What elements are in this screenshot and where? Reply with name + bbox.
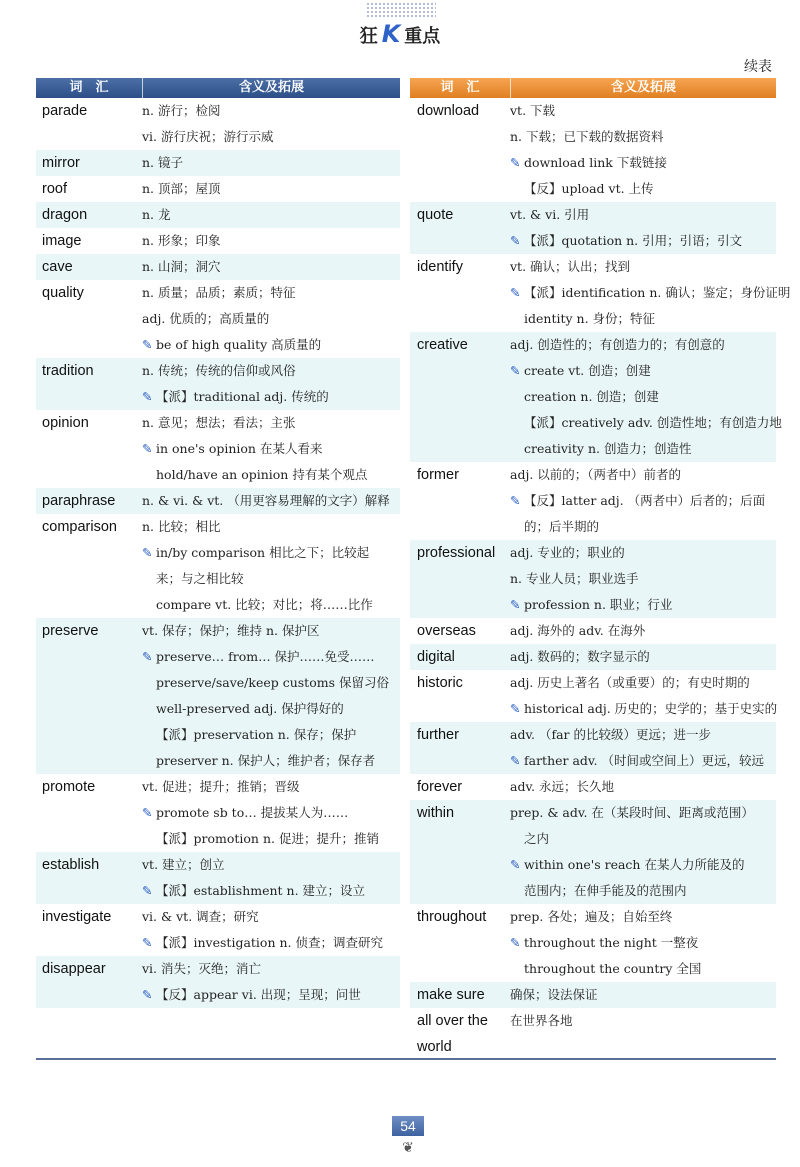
definition-line [142,956,400,982]
definition-note-line [142,800,400,826]
pencil-note-icon: ✎ [142,649,153,664]
definition-line [142,488,400,514]
definition-text: hold/have an opinion 持有某个观点 [156,467,368,482]
vocab-entry [410,618,776,644]
definition-line [510,566,776,592]
definition-line [142,254,400,280]
vocab-entry [36,202,400,228]
vocab-word: forever [417,779,463,795]
definition-line [510,618,776,644]
definition-text: in one's opinion 在某人看来 [156,441,323,456]
definition-note-line [142,384,400,410]
definition-line [510,410,782,436]
definition-line [510,904,776,930]
definition-text: historical adj. 历史的；史学的；基于史实的 [524,701,778,716]
page-header [0,0,800,48]
pencil-note-icon: ✎ [142,389,153,404]
vocab-word: disappear [42,961,106,977]
pencil-note-icon: ✎ [510,935,521,950]
header-meaning: 含义及拓展 [238,80,304,95]
vocab-word: identify [417,259,463,275]
vocab-word: digital [417,649,455,665]
definition-text: vi. & vt. 调查；研究 [142,909,259,924]
definition-note-line [510,748,776,774]
vocab-entry [36,514,400,618]
definition-text: throughout the country 全国 [524,961,702,976]
vocab-definitions [510,618,776,644]
definition-line [510,176,776,202]
definition-text: n. 游行；检阅 [142,103,221,118]
definition-text: identity n. 身份；特征 [524,311,656,326]
vocab-definitions [510,774,776,800]
vocab-entry [410,670,776,722]
definition-text: n. 龙 [142,207,171,222]
vocab-word: download [417,103,480,119]
continued-label: 续表 [744,59,772,75]
vocab-definitions [510,540,776,618]
header-word: 词 汇 [36,78,143,98]
definition-line [510,124,776,150]
vocab-word: promote [42,779,96,795]
definition-note-line [510,696,777,722]
definition-text: preserve/save/keep customs 保留习俗 [156,675,389,690]
vocab-definitions [510,904,776,982]
definition-line [142,410,400,436]
definition-text: 【反】appear vi. 出现；呈现；问世 [156,987,361,1002]
vocab-definitions [142,618,400,774]
vocab-entry [410,254,791,332]
vocab-word: within [417,805,455,821]
vocab-entry [36,228,400,254]
definition-line [510,800,776,826]
vocab-definitions [142,228,400,254]
definition-text: prep. & adv. 在（某段时间、距离或范围） [510,805,754,820]
definition-line [510,878,776,904]
vocab-word: all over the world [417,1013,488,1055]
vocab-word: roof [42,181,67,197]
pencil-note-icon: ✎ [142,441,153,456]
vocab-definitions [142,176,400,202]
definition-note-line [510,358,782,384]
vocab-entry [36,98,400,150]
vocab-definitions [142,956,400,1008]
definition-line [510,540,776,566]
definition-line [142,826,400,852]
vocab-word: cave [42,259,73,275]
definition-text: n. 传统；传统的信仰或风俗 [142,363,296,378]
definition-text: 【派】investigation n. 侦查；调查研究 [156,935,383,950]
vocab-word: mirror [42,155,80,171]
vocab-entry [410,904,776,982]
pencil-note-icon: ✎ [142,337,153,352]
definition-text: well-preserved adj. 保护得好的 [156,701,344,716]
definition-line [142,462,400,488]
definition-note-line [510,228,776,254]
vocab-entry [36,488,400,514]
definition-text: adj. 数码的；数字显示的 [510,649,650,664]
vocab-entry [410,1008,776,1060]
definition-text: adj. 专业的；职业的 [510,545,625,560]
vocab-word: dragon [42,207,88,223]
vocab-word: comparison [42,519,117,535]
vocab-entry [36,150,400,176]
pencil-note-icon: ✎ [142,805,153,820]
pencil-note-icon: ✎ [510,701,521,716]
vocab-entry [410,540,776,618]
pencil-note-icon: ✎ [510,753,521,768]
vocab-definitions [510,800,776,904]
definition-text: n. 顶部；屋顶 [142,181,221,196]
vocab-definitions [142,202,400,228]
definition-text: throughout the night 一整夜 [524,935,699,950]
vocab-word: establish [42,857,100,873]
definition-text: create vt. 创造；创建 [524,363,651,378]
vocab-definitions [142,514,400,618]
pencil-note-icon: ✎ [142,935,153,950]
definition-line [142,124,400,150]
right-table-body [410,98,791,1060]
vocab-definitions [510,982,776,1008]
definition-note-line [142,644,400,670]
definition-text: 【反】upload vt. 上传 [524,181,654,196]
definition-line [142,202,400,228]
header-dot-pattern [366,2,436,18]
definition-text: adj. 海外的 adv. 在海外 [510,623,646,638]
vocab-word: throughout [417,909,487,925]
pencil-note-icon: ✎ [510,493,521,508]
definition-line [510,332,782,358]
definition-text: in/by comparison 相比之下；比较起 [156,545,370,560]
vocab-entry [36,254,400,280]
definition-line [510,514,776,540]
definition-text: preserver n. 保护人；维护者；保存者 [156,753,376,768]
pencil-note-icon: ✎ [510,285,521,300]
definition-text: n. 形象；印象 [142,233,221,248]
vocab-definitions [510,462,776,540]
definition-note-line [142,332,400,358]
definition-note-line [510,150,776,176]
vocab-entry [36,176,400,202]
definition-text: profession n. 职业；行业 [524,597,673,612]
pencil-note-icon: ✎ [510,363,521,378]
definition-line [510,956,776,982]
definition-text: n. 下载；已下载的数据资料 [510,129,664,144]
definition-text: farther adv. （时间或空间上）更远，较远 [524,753,764,768]
definition-text: n. 专业人员；职业选手 [510,571,639,586]
vocab-entry [410,722,776,774]
vocab-word: quality [42,285,84,301]
brand-title [0,20,800,48]
definition-line [510,254,790,280]
brand-text-b: 重点 [404,26,441,47]
brand-k: K [381,20,401,48]
definition-note-line [510,592,776,618]
definition-line [142,280,400,306]
pencil-note-icon: ✎ [510,597,521,612]
vocab-definitions [510,722,776,774]
definition-text: 【派】traditional adj. 传统的 [156,389,329,404]
vocab-entry [410,332,782,462]
definition-line [510,670,777,696]
vocab-definitions [142,150,400,176]
page-number: 54 [392,1116,424,1136]
definition-line [142,696,400,722]
definition-note-line [142,982,400,1008]
vocab-word: creative [417,337,468,353]
definition-text: 确保；设法保证 [510,987,598,1002]
definition-text: promote sb to… 提拔某人为…… [156,805,349,820]
vocab-entry [36,904,400,956]
vocab-definitions [142,280,400,358]
definition-note-line [142,540,400,566]
vocab-entry [36,852,400,904]
definition-text: 的；后半期的 [524,519,600,534]
page-ornament-icon: ❦ [402,1140,414,1156]
vocab-entry [36,358,400,410]
definition-line [510,826,776,852]
definition-line [510,462,776,488]
vocab-definitions [142,358,400,410]
vocab-entry [36,618,400,774]
vocab-entry [410,800,776,904]
vocab-definitions [510,332,782,462]
definition-text: creativity n. 创造力；创造性 [524,441,692,456]
vocab-entry [410,98,776,202]
definition-text: adj. 创造性的；有创造力的；有创意的 [510,337,725,352]
pencil-note-icon: ✎ [142,883,153,898]
definition-text: adj. 以前的；（两者中）前者的 [510,467,682,482]
vocab-definitions [142,774,400,852]
header-meaning: 含义及拓展 [610,80,676,95]
definition-text: n. & vi. & vt. （用更容易理解的文字）解释 [142,493,390,508]
right-table-header [410,78,776,98]
definition-text: 【反】latter adj. （两者中）后者的；后面 [524,493,766,508]
definition-text: creation n. 创造；创建 [524,389,659,404]
vocab-definitions [510,670,777,722]
definition-line [510,722,776,748]
definition-text: 【派】creatively adv. 创造性地；有创造力地 [524,415,782,430]
pencil-note-icon: ✎ [510,155,521,170]
definition-line [510,202,776,228]
definition-line [142,722,400,748]
definition-text: n. 意见；想法；看法；主张 [142,415,296,430]
definition-note-line [510,930,776,956]
definition-text: adj. 历史上著名（或重要）的；有史时期的 [510,675,750,690]
definition-line [510,384,782,410]
definition-text: be of high quality 高质量的 [156,337,322,352]
definition-line [510,98,776,124]
definition-line [142,774,400,800]
vocab-definitions [510,644,776,670]
bottom-divider [36,1058,776,1060]
definition-text: n. 山洞；洞穴 [142,259,221,274]
definition-text: 【派】quotation n. 引用；引语；引文 [524,233,743,248]
definition-line [510,306,790,332]
definition-text: 【派】promotion n. 促进；提升；推销 [156,831,379,846]
definition-text: vt. & vi. 引用 [510,207,590,222]
definition-line [142,514,400,540]
left-table-header [36,78,400,98]
vocab-entry [36,280,400,358]
vocab-word: former [417,467,459,483]
definition-text: n. 镜子 [142,155,183,170]
definition-text: adv. 永远；长久地 [510,779,614,794]
definition-line [142,176,400,202]
right-vocab-table [410,78,791,1060]
definition-text: adj. 优质的；高质量的 [142,311,270,326]
definition-line [142,98,400,124]
vocab-word: quote [417,207,454,223]
definition-line [142,618,400,644]
vocab-word: preserve [42,623,99,639]
definition-text: adv. （far 的比较级）更远；进一步 [510,727,712,742]
definition-text: vi. 消失；灭绝；消亡 [142,961,262,976]
definition-note-line [510,280,790,306]
definition-text: preserve… from… 保护……免受…… [156,649,375,664]
vocab-definitions [142,410,400,488]
definition-text: 【派】establishment n. 建立；设立 [156,883,366,898]
vocab-definitions [142,488,400,514]
vocab-entry [36,410,400,488]
header-word: 词 汇 [410,78,511,98]
vocab-word: investigate [42,909,112,925]
pencil-note-icon: ✎ [510,857,521,872]
definition-line [142,670,400,696]
definition-note-line [142,930,400,956]
definition-line [510,644,776,670]
definition-text: download link 下载链接 [524,155,667,170]
definition-line [142,228,400,254]
vocab-word: professional [417,545,496,561]
left-table-body [36,98,400,1008]
definition-text: compare vt. 比较；对比；将……比作 [156,597,373,612]
definition-text: 【派】identification n. 确认；鉴定；身份证明 [524,285,791,300]
vocab-entry [410,202,776,254]
vocab-definitions [142,98,400,150]
vocab-word: make sure [417,987,485,1003]
vocab-entry [36,956,400,1008]
vocab-entry [410,462,776,540]
vocab-word: image [42,233,82,249]
definition-line [142,904,400,930]
definition-note-line [510,852,776,878]
definition-line [142,566,400,592]
vocab-entry [410,644,776,670]
definition-line [142,852,400,878]
definition-line [510,1008,776,1034]
definition-text: vt. 确认；认出；找到 [510,259,631,274]
definition-text: 之内 [524,831,550,846]
vocab-entry [36,774,400,852]
vocab-word: tradition [42,363,94,379]
vocab-definitions [510,202,776,254]
definition-text: within one's reach 在某人力所能及的 [524,857,745,872]
definition-text: vt. 建立；创立 [142,857,225,872]
vocab-word: overseas [417,623,476,639]
definition-text: 范围内；在伸手能及的范围内 [524,883,687,898]
brand-text-a: 狂 [359,26,378,47]
definition-line [142,358,400,384]
definition-text: n. 比较；相比 [142,519,221,534]
definition-text: vt. 下载 [510,103,556,118]
vocab-word: historic [417,675,463,691]
definition-text: 在世界各地 [510,1013,573,1028]
definition-line [142,748,400,774]
definition-line [142,306,400,332]
vocab-word: opinion [42,415,89,431]
vocab-entry [410,982,776,1008]
vocab-definitions [142,904,400,956]
definition-line [510,436,782,462]
definition-text: vi. 游行庆祝；游行示威 [142,129,274,144]
definition-text: vt. 保存；保护；维持 n. 保护区 [142,623,320,638]
left-vocab-table [36,78,400,1008]
definition-text: 【派】preservation n. 保存；保护 [156,727,357,742]
vocab-definitions [510,1008,776,1034]
pencil-note-icon: ✎ [142,987,153,1002]
vocab-definitions [142,852,400,904]
definition-text: vt. 促进；提升；推销；晋级 [142,779,300,794]
vocab-definitions [142,254,400,280]
definition-text: prep. 各处；遍及；自始至终 [510,909,673,924]
vocab-word: parade [42,103,88,119]
vocab-entry [410,774,776,800]
vocab-definitions [510,254,790,332]
definition-line [510,774,776,800]
definition-text: 来；与之相比较 [156,571,244,586]
vocab-word: further [417,727,459,743]
pencil-note-icon: ✎ [142,545,153,560]
definition-line [142,150,400,176]
definition-note-line [510,488,776,514]
definition-text: n. 质量；品质；素质；特征 [142,285,296,300]
vocab-definitions [510,98,776,202]
definition-note-line [142,436,400,462]
pencil-note-icon: ✎ [510,233,521,248]
vocab-word: paraphrase [42,493,116,509]
definition-line [510,982,776,1008]
definition-note-line [142,878,400,904]
definition-line [142,592,400,618]
